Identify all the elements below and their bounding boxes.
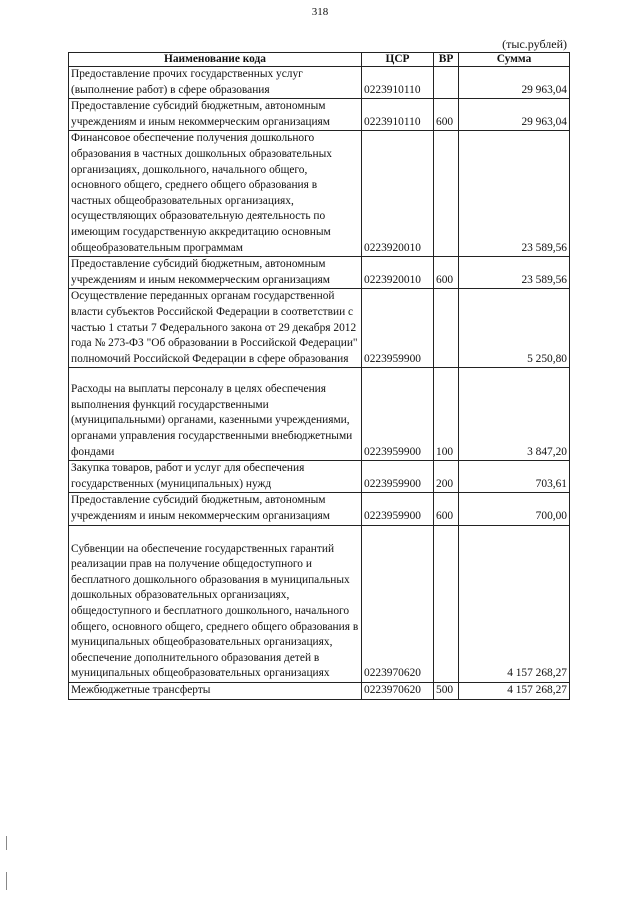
row-sum: 703,61	[459, 461, 570, 493]
row-csr: 0223959900	[362, 289, 434, 368]
header-name: Наименование кода	[69, 53, 362, 67]
row-vr: 600	[434, 99, 459, 131]
row-csr: 0223959900	[362, 493, 434, 525]
page-number: 318	[311, 6, 329, 18]
row-sum: 700,00	[459, 493, 570, 525]
row-sum: 23 589,56	[459, 257, 570, 289]
row-vr: 100	[434, 368, 459, 461]
table-row	[69, 257, 570, 289]
row-name: Предоставление субсидий бюджетным, автономным учреждениям и иным некоммерческим организациям	[69, 493, 362, 525]
scan-margin-mark	[6, 836, 7, 850]
row-csr: 0223959900	[362, 461, 434, 493]
row-sum: 29 963,04	[459, 67, 570, 99]
table-row	[69, 682, 570, 699]
row-csr: 0223910110	[362, 67, 434, 99]
table-row	[69, 131, 570, 257]
row-vr: 500	[434, 682, 459, 699]
table-row	[69, 99, 570, 131]
row-sum: 29 963,04	[459, 99, 570, 131]
row-name: Расходы на выплаты персоналу в целях обеспечения выполнения функций государственными (муниципальными) органами, казенными учреждениями, органами управления государственными внебюджетными фондами	[69, 368, 362, 461]
row-vr: 600	[434, 493, 459, 525]
table-row	[69, 67, 570, 99]
header-csr: ЦСР	[362, 53, 434, 67]
row-vr: 200	[434, 461, 459, 493]
row-name: Финансовое обеспечение получения дошкольного образования в частных дошкольных образовательных организациях, дошкольного, начального общего, основного общего, среднего общего образования в частных общеобразовательных организациях, осуществляющих образовательную деятельность по имеющим государственную аккредитацию основным общеобразовательным программам	[69, 131, 362, 257]
row-sum: 4 157 268,27	[459, 525, 570, 682]
row-csr: 0223970620	[362, 682, 434, 699]
header-sum: Сумма	[459, 53, 570, 67]
table-row	[69, 461, 570, 493]
row-vr: 600	[434, 257, 459, 289]
row-name: Предоставление субсидий бюджетным, автономным учреждениям и иным некоммерческим организациям	[69, 257, 362, 289]
table-row	[69, 368, 570, 461]
table-header-row	[69, 53, 570, 67]
row-name: Предоставление прочих государственных услуг (выполнение работ) в сфере образования	[69, 67, 362, 99]
row-name: Субвенции на обеспечение государственных гарантий реализации прав на получение общедоступного и бесплатного дошкольного образования в муниципальных дошкольных образовательных организациях, общедоступного и бесплатного дошкольного, начального общего, основного общего, среднего общего образования в муниципальных общеобразовательных организациях, обеспечение дополнительного образования детей в муниципальных общеобразовательных организациях	[69, 525, 362, 682]
scan-margin-mark	[6, 872, 7, 890]
row-sum: 23 589,56	[459, 131, 570, 257]
row-csr: 0223910110	[362, 99, 434, 131]
row-vr	[434, 131, 459, 257]
row-vr	[434, 67, 459, 99]
row-csr: 0223970620	[362, 525, 434, 682]
row-name: Закупка товаров, работ и услуг для обеспечения государственных (муниципальных) нужд	[69, 461, 362, 493]
row-sum: 3 847,20	[459, 368, 570, 461]
budget-table	[68, 52, 570, 700]
row-csr: 0223920010	[362, 257, 434, 289]
row-csr: 0223920010	[362, 131, 434, 257]
header-vr: ВР	[434, 53, 459, 67]
row-vr	[434, 289, 459, 368]
row-csr: 0223959900	[362, 368, 434, 461]
table-row	[69, 289, 570, 368]
row-name: Межбюджетные трансферты	[69, 682, 362, 699]
row-name: Осуществление переданных органам государственной власти субъектов Российской Федерации в соответствии с частью 1 статьи 7 Федерального закона от 29 декабря 2012 года № 273-ФЗ "Об образовании в Российской Федерации" полномочий Российской Федерации в сфере образования	[69, 289, 362, 368]
table-row	[69, 525, 570, 682]
table-row	[69, 493, 570, 525]
row-name: Предоставление субсидий бюджетным, автономным учреждениям и иным некоммерческим организациям	[69, 99, 362, 131]
row-sum: 4 157 268,27	[459, 682, 570, 699]
row-sum: 5 250,80	[459, 289, 570, 368]
units-label: (тыс.рублей)	[502, 37, 567, 51]
row-vr	[434, 525, 459, 682]
